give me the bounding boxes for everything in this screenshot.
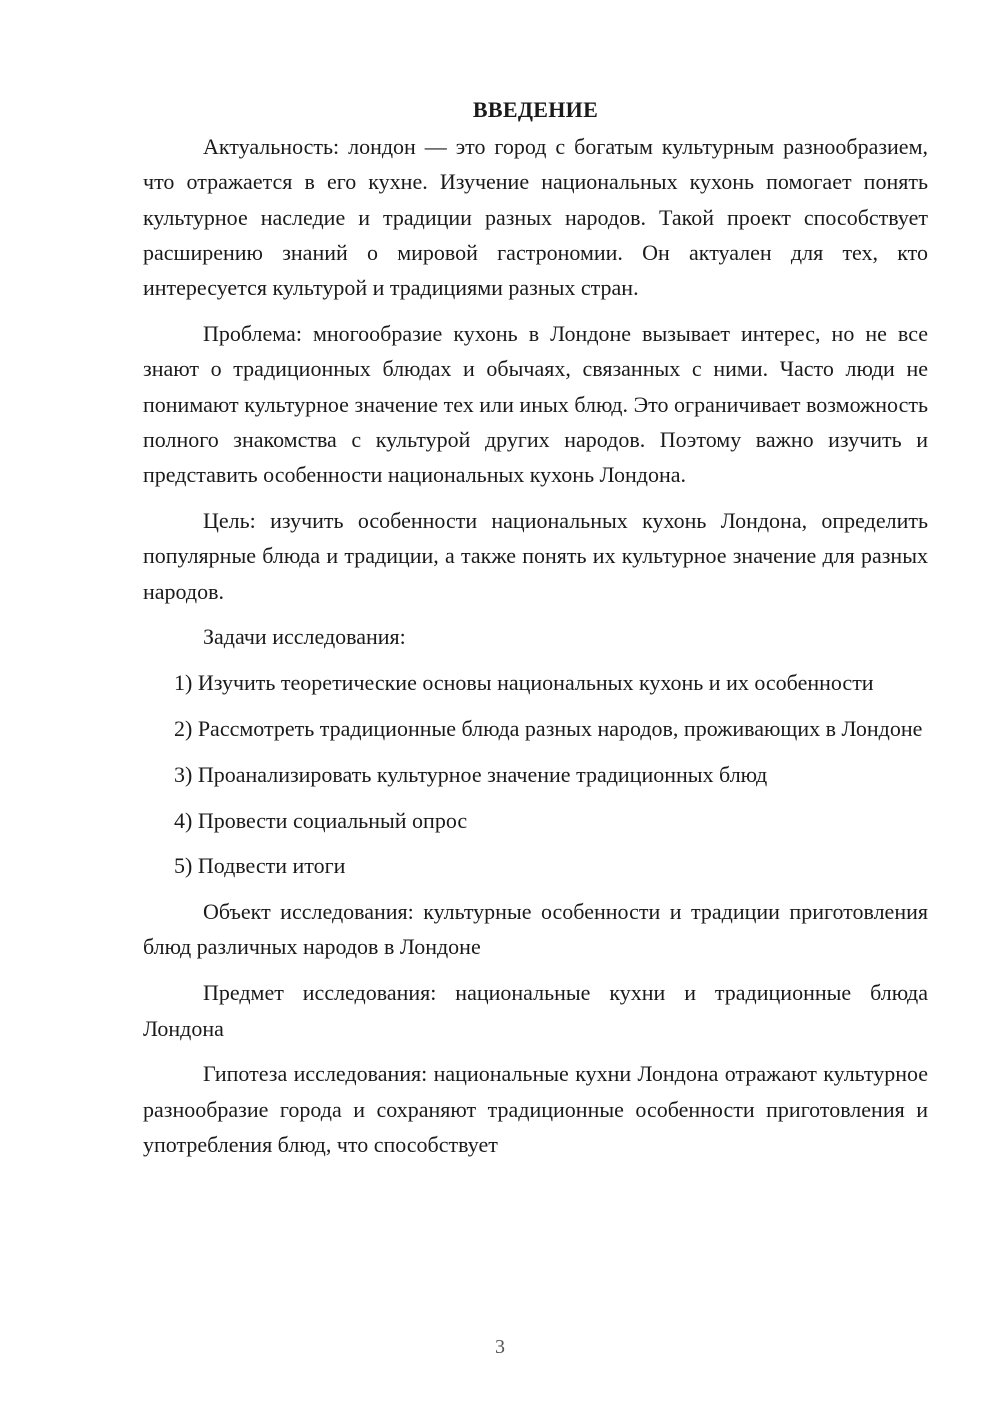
task-item-5: 5) Подвести итоги <box>174 853 346 879</box>
page-number: 3 <box>495 1336 505 1358</box>
paragraph-tasks-heading: Задачи исследования: <box>203 624 406 650</box>
paragraph-object: Объект исследования: культурные особенности и традиции приготовления блюд различных народов в Лондоне <box>143 899 928 960</box>
paragraph-problem: Проблема: многообразие кухонь в Лондоне вызывает интерес, но не все знают о традиционных блюдах и обычаях, связанных с ними. Часто люди не понимают культурное значение тех или иных блюд. Это ограничивает возможность полного знакомства с культурой других народов. Поэтому важно изучить и представить особенности национальных кухонь Лондона. <box>143 320 928 488</box>
paragraph-goal: Цель: изучить особенности национальных кухонь Лондона, определить популярные блюда и традиции, а также понять их культурное значение для разных народов. <box>143 507 928 604</box>
task-item-2: 2) Рассмотреть традиционные блюда разных народов, проживающих в Лондоне <box>174 715 923 741</box>
paragraph-relevance: Актуальность: лондон — это город с богатым культурным разнообразием, что отражается в его кухне. Изучение национальных кухонь помогает понять культурное наследие и традиции разных народов. Такой проект способствует расширению знаний о мировой гастрономии. Он актуален для тех, кто интересуется культурой и традициями разных стран. <box>143 134 928 301</box>
document-page <box>143 92 928 1173</box>
page-title: ВВЕДЕНИЕ <box>472 97 599 122</box>
task-item-3: 3) Проанализировать культурное значение традиционных блюд <box>174 761 768 787</box>
paragraph-subject: Предмет исследования: национальные кухни и традиционные блюда Лондона <box>143 980 928 1041</box>
task-item-4: 4) Провести социальный опрос <box>174 807 468 833</box>
task-item-1: 1) Изучить теоретические основы национальных кухонь и их особенности <box>174 670 874 696</box>
paragraph-hypothesis: Гипотеза исследования: национальные кухни Лондона отражают культурное разнообразие города и сохраняют традиционные особенности приготовления и употребления блюд, что способствует <box>143 1061 928 1157</box>
